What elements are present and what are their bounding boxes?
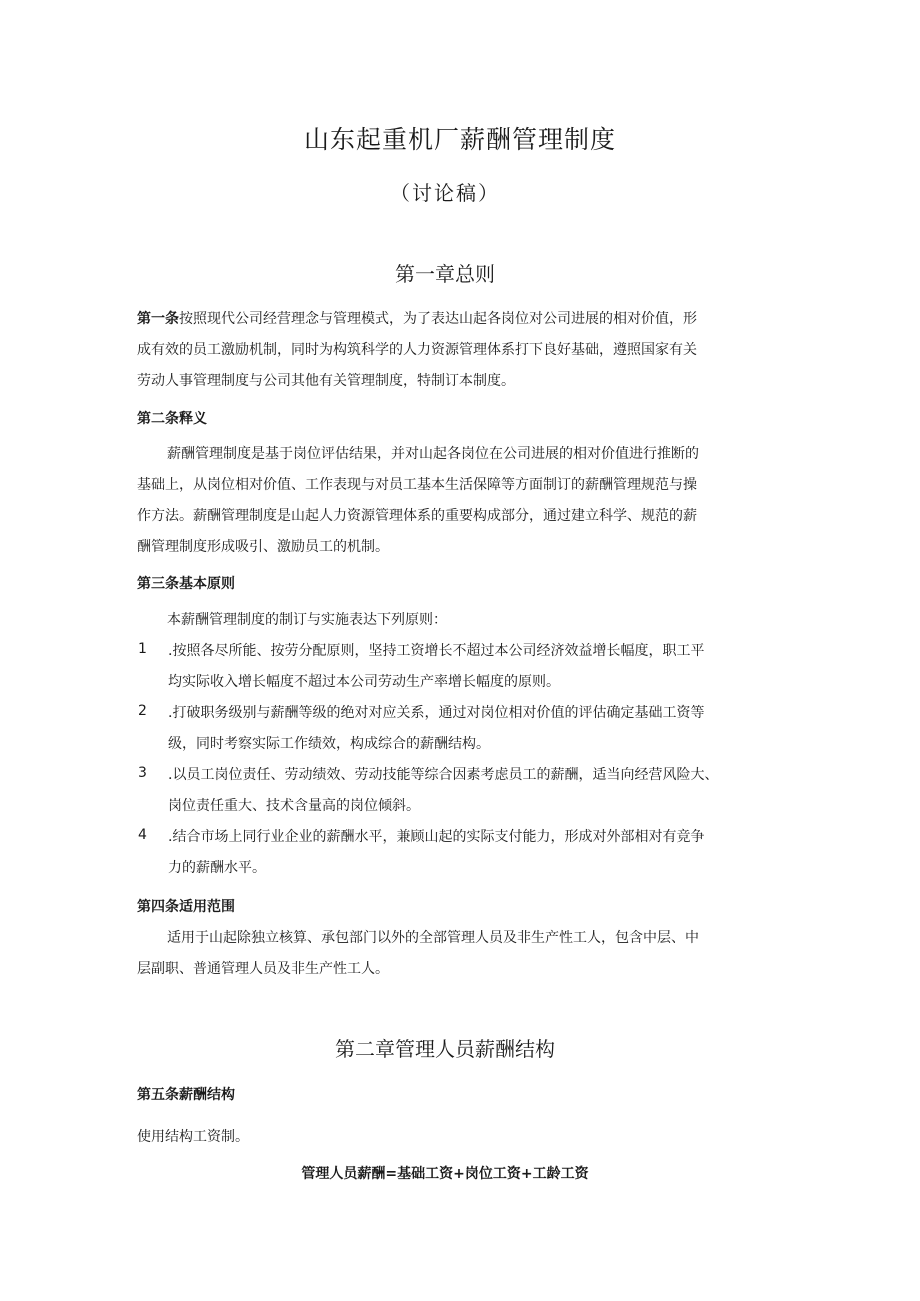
article-5-heading: 第五条薪酬结构 <box>137 1087 235 1103</box>
article-1-text-1: 按照现代公司经营理念与管理模式，为了表达山起各岗位对公司进展的相对价值，形 <box>179 311 697 327</box>
list-item-4-number: 4 <box>138 827 147 843</box>
list-item-3-number: 3 <box>138 765 147 781</box>
list-item-2-number: 2 <box>138 703 147 719</box>
article-1-line-1 <box>137 308 697 328</box>
list-item-3-line-1: .以员工岗位责任、劳动绩效、劳动技能等综合因素考虑员工的薪酬，适当向经营风险大、 <box>168 767 719 783</box>
article-1-label: 第一条 <box>137 311 179 327</box>
article-2-line-3: 作方法。薪酬管理制度是山起人力资源管理体系的重要构成部分，通过建立科学、规范的薪 <box>137 508 697 524</box>
article-2-line-2: 基础上，从岗位相对价值、工作表现与对员工基本生活保障等方面制订的薪酬管理规范与操 <box>137 477 697 493</box>
article-3-intro: 本薪酬管理制度的制订与实施表达下列原则： <box>167 612 447 628</box>
article-2-line-4: 酬管理制度形成吸引、激励员工的机制。 <box>137 539 389 555</box>
chapter-1-heading: 第一章总则 <box>395 262 495 286</box>
article-3-heading: 第三条基本原则 <box>137 576 235 592</box>
list-item-1-number: 1 <box>138 641 147 657</box>
list-item-3-line-2: 岗位责任重大、技术含量高的岗位倾斜。 <box>168 798 420 814</box>
article-4-line-1: 适用于山起除独立核算、承包部门以外的全部管理人员及非生产性工人，包含中层、中 <box>167 930 699 946</box>
article-2-heading: 第二条释义 <box>137 411 207 427</box>
article-4-heading: 第四条适用范围 <box>137 899 235 915</box>
article-2-line-1: 薪酬管理制度是基于岗位评估结果，并对山起各岗位在公司进展的相对价值进行推断的 <box>167 446 699 462</box>
article-1-line-2: 成有效的员工激励机制，同时为构筑科学的人力资源管理体系打下良好基础，遵照国家有关 <box>137 342 697 358</box>
list-item-2-line-2: 级，同时考察实际工作绩效，构成综合的薪酬结构。 <box>168 736 490 752</box>
article-4-line-2: 层副职、普通管理人员及非生产性工人。 <box>137 961 389 977</box>
salary-formula: 管理人员薪酬=基础工资+岗位工资+工龄工资 <box>301 1166 589 1182</box>
document-subtitle: （讨论稿） <box>390 181 500 205</box>
list-item-4-line-1: .结合市场上同行业企业的薪酬水平，兼顾山起的实际支付能力，形成对外部相对有竞争 <box>168 829 705 845</box>
article-1-line-3: 劳动人事管理制度与公司其他有关管理制度，特制订本制度。 <box>137 373 515 389</box>
list-item-2-line-1: .打破职务级别与薪酬等级的绝对对应关系，通过对岗位相对价值的评估确定基础工资等 <box>168 705 705 721</box>
article-5-line: 使用结构工资制。 <box>137 1129 249 1145</box>
list-item-1-line-2: 均实际收入增长幅度不超过本公司劳动生产率增长幅度的原则。 <box>168 674 560 690</box>
chapter-2-heading: 第二章管理人员薪酬结构 <box>335 1037 555 1061</box>
document-title: 山东起重机厂薪酬管理制度 <box>303 125 616 154</box>
list-item-4-line-2: 力的薪酬水平。 <box>168 860 266 876</box>
list-item-1-line-1: .按照各尽所能、按劳分配原则，坚持工资增长不超过本公司经济效益增长幅度，职工平 <box>168 643 705 659</box>
